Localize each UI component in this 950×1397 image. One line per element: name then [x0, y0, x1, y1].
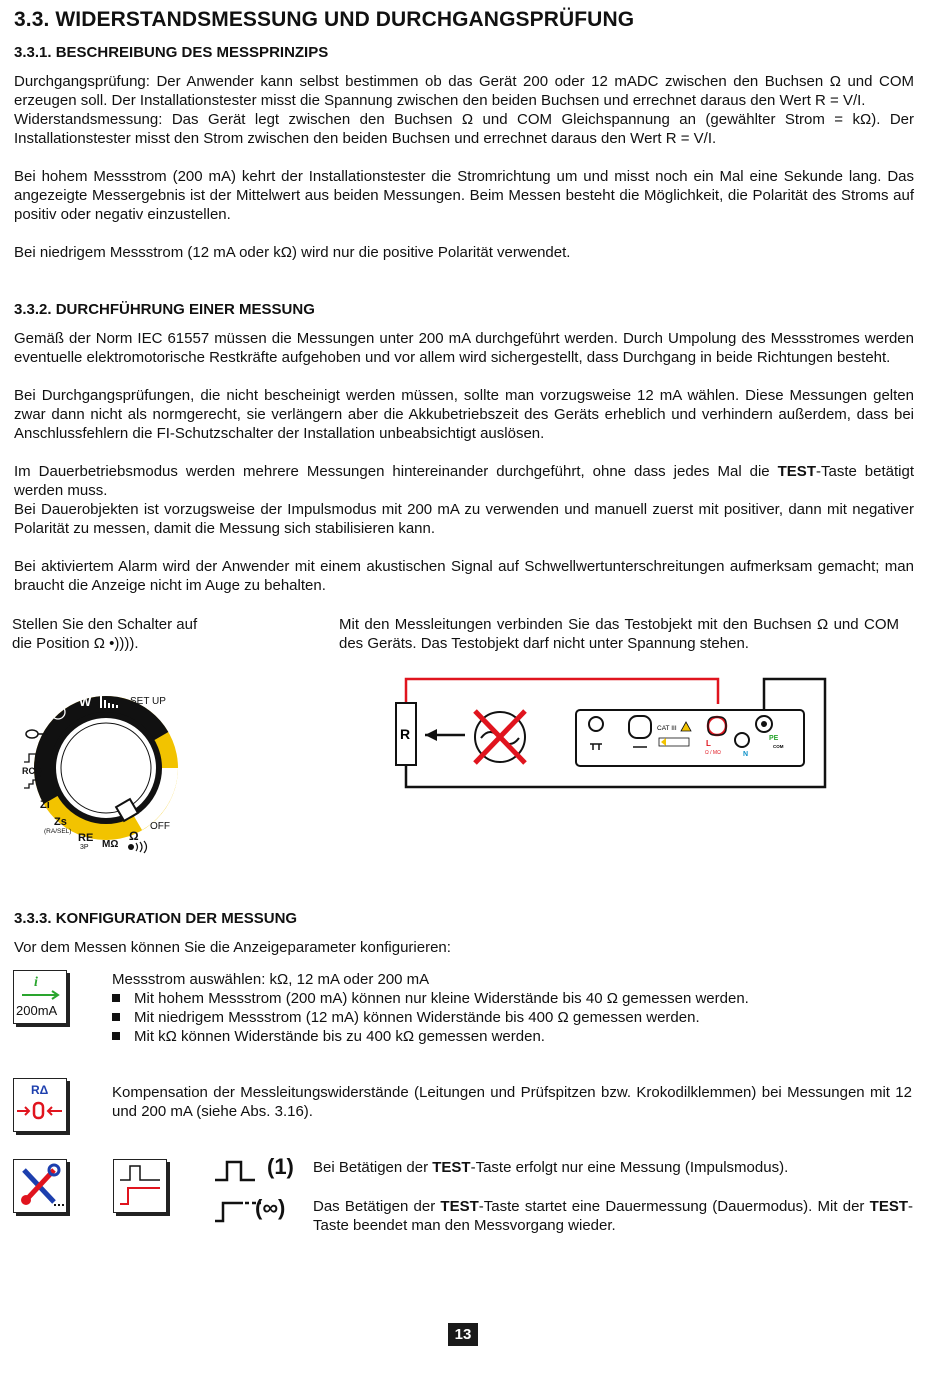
- switch-instruction: Stellen Sie den Schalter auf die Position Ω •)))).: [12, 616, 198, 652]
- dial-label-re: RE: [78, 832, 94, 844]
- tools-icon: [13, 1159, 67, 1213]
- dial-label-zs: Zs: [54, 816, 67, 828]
- mode-select-icon: [113, 1159, 167, 1213]
- socket-pe-label: PE: [769, 735, 779, 742]
- zero-arrows-icon: [14, 1079, 66, 1131]
- list-item: Mit kΩ können Widerstände bis zu 400 kΩ gemessen werden.: [112, 1027, 545, 1046]
- connect-instruction: Mit den Messleitungen verbinden Sie das Testobjekt mit den Buchsen Ω und COM des Geräts. Das Testobjekt darf nicht unter Spannung stehen.: [339, 616, 899, 652]
- current-select-icon: [13, 970, 67, 1024]
- paragraph: Gemäß der Norm IEC 61557 müssen die Messungen unter 200 mA durchgeführt werden. Durch Umpolung des Messstromes werden eventuelle elektromotorische Restkräfte aufgehoben und vor allem wird sichergestellt, dass Durchgang in beide Richtungen besteht.: [14, 330, 914, 366]
- dial-label-setup: SET UP: [130, 696, 166, 707]
- dial-label-ohm: Ω: [129, 829, 139, 843]
- dial-label-zs-sub: (RA/SEL): [44, 828, 72, 835]
- config-item-compensation: Kompensation der Messleitungswiderstände (Leitungen und Prüfspitzen bzw. Krokodilklemmen) bei Messungen mit 12 und 200 mA (siehe Abs. 3.16).: [112, 1084, 912, 1120]
- dial-label-mohm: MΩ: [102, 839, 119, 850]
- buzzer-icon: [128, 844, 134, 850]
- current-arrow-icon: [14, 971, 66, 1005]
- paragraph: Vor dem Messen können Sie die Anzeigeparameter konfigurieren:: [14, 939, 451, 956]
- socket-earth: [589, 717, 603, 731]
- socket-n-label: N: [743, 751, 749, 758]
- dial-label-off: OFF: [150, 821, 170, 832]
- paragraph: Bei niedrigem Messstrom (12 mA oder kΩ) wird nur die positive Polarität verwendet.: [14, 244, 571, 261]
- dial-label-w: W: [79, 694, 92, 709]
- page-title: 3.3. WIDERSTANDSMESSUNG UND DURCHGANGSPRÜFUNG: [14, 8, 635, 31]
- rotary-switch-dial: [14, 672, 184, 857]
- lead-compensation-label: RΔ: [31, 1083, 49, 1097]
- paragraph: Bei Durchgangsprüfungen, die nicht bescheinigt werden müssen, sollte man vorzugsweise 12 mA wählen. Diese Messungen gelten zwar dann nicht als normgerecht, sie verlängern aber die Akkubetriebszeit des Geräts erheblich und verhindern außerdem, dass bei Anschlussfehlern die FI-Schutzschalter der Installation unbeabsichtigt auslösen.: [14, 387, 914, 442]
- page-number: 13: [448, 1323, 478, 1346]
- pulse-mode-text: Bei Betätigen der TEST-Taste erfolgt nur eine Messung (Impulsmodus).: [313, 1159, 789, 1176]
- no-voltage-icon: [475, 711, 525, 763]
- continuous-mode-text: Das Betätigen der TEST-Taste startet eine Dauermessung (Dauermodus). Mit der TEST-Taste beendet man den Messvorgang wieder.: [313, 1198, 913, 1234]
- pulse-mode-icon: [213, 1158, 263, 1184]
- paragraph: Durchgangsprüfung: Der Anwender kann selbst bestimmen ob das Gerät 200 oder 12 mADC zwischen den Buchsen Ω und COM erzeugen soll. Der Installationstester misst die Spannung zwischen den beiden Buchsen und errechnet daraus den Wert R = V/I. Widerstandsmessung: Das Gerät legt zwischen den Buchsen Ω und COM Gleichspannung an (gewählter Strom = kΩ). Der Installationstester misst den Strom zwischen den beiden Buchsen und errechnet daraus den Wert R = V/I.: [14, 73, 914, 147]
- socket-l-ohm: [708, 717, 726, 735]
- socket-l-sub: Ω / MΩ: [705, 750, 721, 756]
- config-item-current: Messstrom auswählen: kΩ, 12 mA oder 200 mA: [112, 971, 430, 988]
- section-heading-333: 3.3.3. KONFIGURATION DER MESSUNG: [14, 910, 298, 927]
- current-select-label: 200mA: [16, 1003, 58, 1018]
- paragraph: Bei aktiviertem Alarm wird der Anwender mit einem akustischen Signal auf Schwellwertunterschreitungen aufmerksam gemacht; man braucht die Anzeige nicht im Auge zu behalten.: [14, 558, 914, 594]
- socket-probe: [629, 716, 651, 738]
- section-heading-331: 3.3.1. BESCHREIBUNG DES MESSPRINZIPS: [14, 44, 329, 61]
- dial-label-rcd: RCD: [22, 766, 42, 776]
- list-item: Mit hohem Messstrom (200 mA) können nur kleine Widerstände bis 40 Ω gemessen werden.: [112, 989, 749, 1008]
- svg-text:i: i: [34, 975, 38, 990]
- resistor-label: R: [400, 726, 411, 742]
- pulse-mode-symbol: (1): [267, 1154, 294, 1179]
- continuous-mode-symbol: (∞): [255, 1195, 286, 1220]
- list-item: Mit niedrigem Messstrom (12 mA) können Widerstände bis 400 Ω gemessen werden.: [112, 1008, 700, 1027]
- connection-diagram: [393, 676, 833, 794]
- dial-label-zi: Zi: [40, 799, 50, 811]
- arrow-head-icon: [425, 729, 437, 741]
- dial-label-re-sub: 3P: [80, 844, 89, 851]
- socket-n: [735, 733, 749, 747]
- socket-l-label: L: [706, 739, 711, 748]
- paragraph: Im Dauerbetriebsmodus werden mehrere Messungen hintereinander durchgeführt, ohne dass jedes Mal die TEST-Taste betätigt werden muss. Bei Dauerobjekten ist vorzugsweise der Impulsmodus mit 200 mA zu verwenden und manuell zuerst mit positiver, dann mit negativer Polarität zu messen, damit die Messung sich stabilisieren kann.: [14, 463, 915, 537]
- socket-com-label: COM: [773, 744, 784, 749]
- lead-compensation-icon: [13, 1078, 67, 1132]
- paragraph: Bei hohem Messstrom (200 mA) kehrt der Installationstester die Stromrichtung um und misst noch ein Mal eine Sekunde lang. Das angezeigte Messergebnis ist der Mittelwert aus beiden Messungen. Beim Messen besteht die Möglichkeit, die Polarität des Stroms auf positiv oder negativ einzustellen.: [14, 168, 914, 223]
- cat-label: CAT III: [657, 725, 677, 732]
- section-heading-332: 3.3.2. DURCHFÜHRUNG EINER MESSUNG: [14, 301, 315, 318]
